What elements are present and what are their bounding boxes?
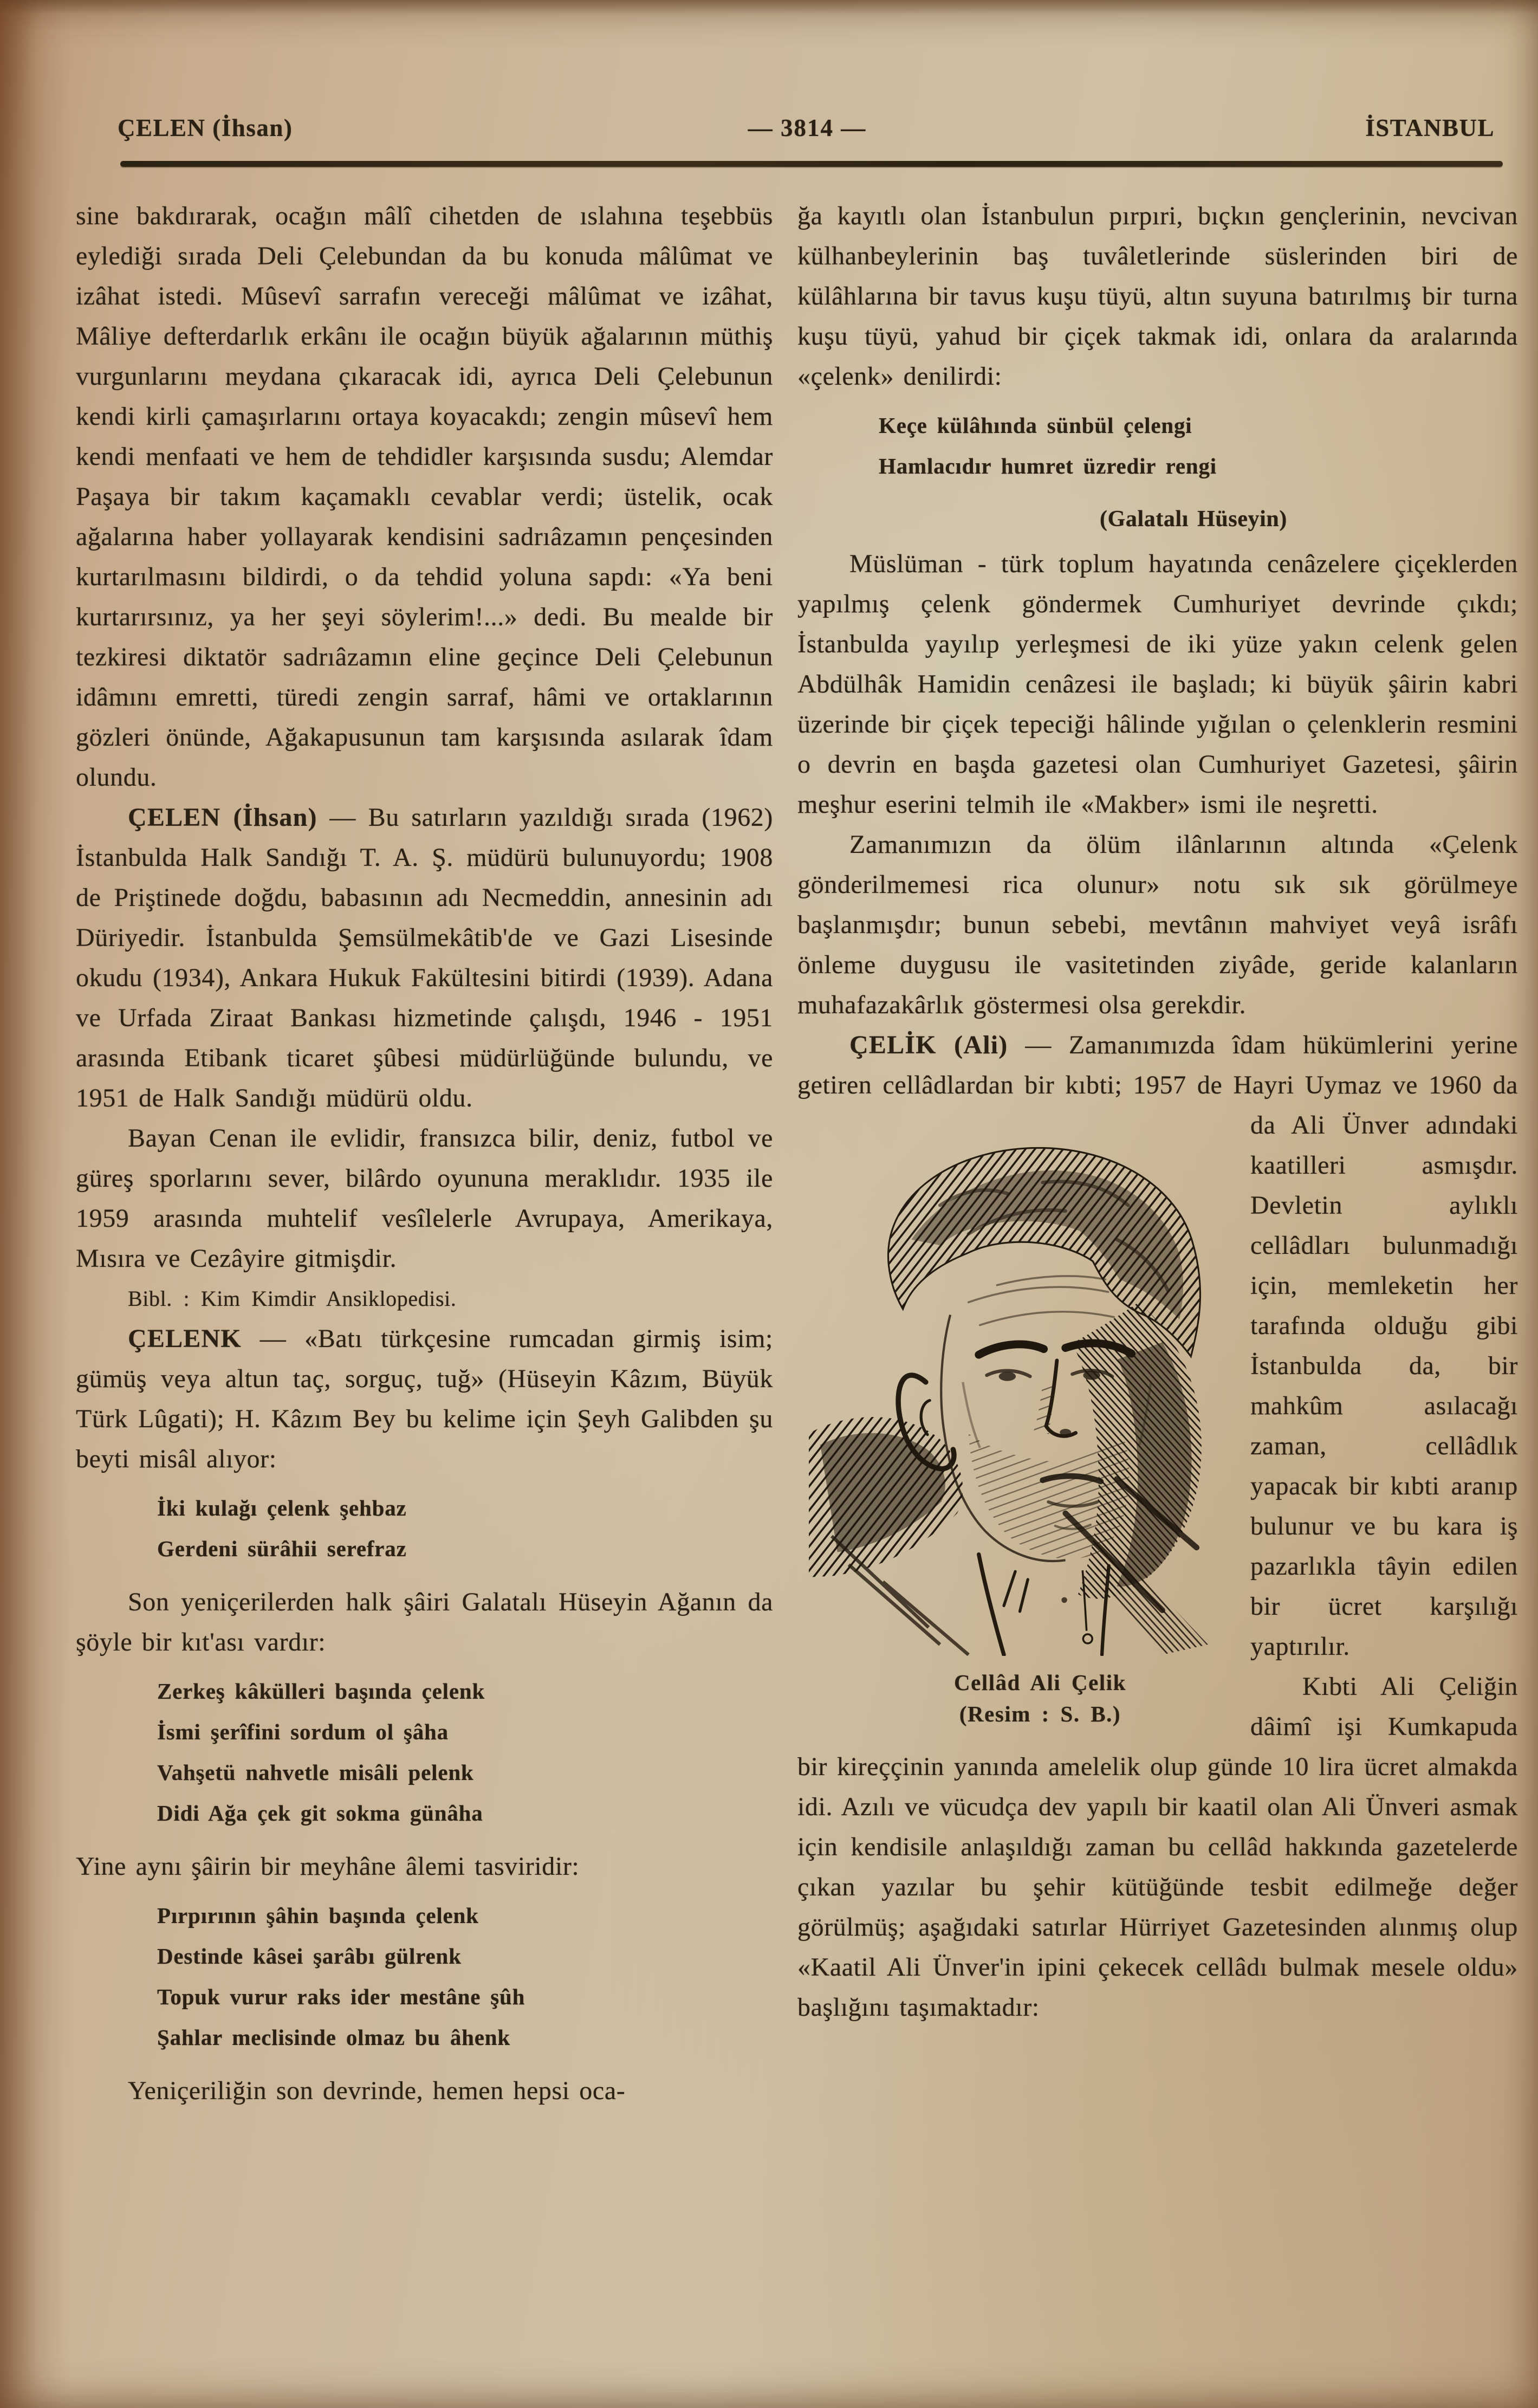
paragraph: Kıbti Ali Çeliğin dâimî işi Kumkapuda bir kireççinin yanında amelelik olup günde 10 lira ücret almakda idi. Azılı ve vücudça dev yapılı bir kaatil olan Ali Ünveri asmak için kendisile anlaşıldığı zaman bu cellâd hakkında gazetelerde çıkan yazılar bu şehir kütüğünde tesbit edilmeğe değer görülmüş; aşağıdaki satırlar Hürriyet Gazetesinden alınmış olup «Kaatil Ali Ünver'in ipini çekecek cellâdı bulmak mesele oldu» başlığını taşımaktadır: bbox=[797, 1672, 1518, 2022]
paragraph: Yine aynı şâirin bir meyhâne âlemi tasviridir: bbox=[76, 1852, 580, 1881]
verse-line: Şahlar meclisinde olmaz bu âhenk bbox=[157, 2025, 510, 2050]
paragraph: Bayan Cenan ile evlidir, fransızca bilir, deniz, futbol ve güreş sporlarını sever, bilârdo oyununa meraklıdır. 1935 ile 1959 arasında muhtelif vesîlelerle Avrupaya, Amerikaya, Mısıra ve Cezâyire gitmişdir. bbox=[76, 1124, 773, 1273]
verse-line: Vahşetü nahvetle misâli pelenk bbox=[157, 1760, 474, 1785]
right-column bbox=[797, 196, 1518, 2111]
portrait-sketch-ink-drawing bbox=[797, 1114, 1231, 1656]
paragraph: ğa kayıtlı olan İstanbulun pırpıri, bıçkın gençlerinin, nevcivan külhanbeylerinin baş tuvâletlerinde süslerinden biri de külâhlarına bir tavus kuşu tüyü, altın suyuna batırılmış bir turna kuşu tüyü, yahud bir çiçek takmak idi, onlara da aralarında «çelenk» denilirdi: bbox=[797, 202, 1518, 391]
figure-credit: (Resim : S. B.) bbox=[959, 1701, 1121, 1726]
verse-block bbox=[879, 405, 1518, 487]
verse-attribution: (Galatalı Hüseyin) bbox=[1100, 507, 1287, 532]
figure-caption: Cellâd Ali Çelik bbox=[954, 1670, 1126, 1695]
entry-headword: ÇELEN (İhsan) bbox=[128, 803, 317, 832]
verse-line: Topuk vurur raks ider mestâne şûh bbox=[157, 1984, 525, 2009]
text-columns bbox=[76, 196, 1518, 2111]
paragraph: Son yeniçerilerden halk şâiri Galatalı Hüseyin Ağanın da şöyle bir kıt'ası vardır: bbox=[76, 1588, 773, 1656]
entry-headword: ÇELİK (Ali) bbox=[849, 1031, 1008, 1059]
entry-dash: — bbox=[329, 803, 356, 832]
entry-text: Bu satırların yazıldığı sırada (1962) İstanbulda Halk Sandığı T. A. Ş. müdürü bulunuyordu; 1908 de Priştinede doğdu, babasının adı Necmeddin, annesinin adı Düriyedir. İstanbulda Şemsülmekâtib'de ve Gazi Lisesinde okudu (1934), Ankara Hukuk Fakültesini bitirdi (1939). Adana ve Urfada Ziraat Bankası hizmetinde çalışdı, 1946 - 1951 arasında Etibank ticaret şûbesi müdürlüğünde bulundu, ve 1951 de Halk Sandığı müdürü oldu. bbox=[76, 803, 773, 1112]
verse-line: Pırpırının şâhin başında çelenk bbox=[157, 1903, 479, 1928]
verse-line: Gerdeni sürâhii serefraz bbox=[157, 1536, 407, 1561]
running-header bbox=[0, 114, 1538, 163]
entry-paragraph bbox=[76, 1319, 773, 1479]
paragraph: Zamanımızın da ölüm ilânlarının altında «Çelenk gönderilmemesi rica olunur» notu sık sık görülmeye başlanmışdır; bunun sebebi, mevtânın mahviyet veyâ isrâfı önleme duygusu ile vasitetinden ziyâde, geride kalanların muhafazakârlık göstermesi olsa gerekdir. bbox=[797, 830, 1518, 1019]
entry-headword: ÇELENK bbox=[128, 1324, 242, 1353]
header-rule bbox=[120, 161, 1503, 167]
entry-dash: — bbox=[1025, 1031, 1052, 1059]
paragraph: sine bakdırarak, ocağın mâlî cihetden de ıslahına teşebbüs eylediği sırada Deli Çelebundan da bu konuda mâlûmat ve izâhat istedi. Mûsevî sarrafın vereceği mâlûmat ve izâhat, Mâliye defterdarlık erkânı ile ocağın büyük ağalarının müthiş vurgunlarını meydana çıkaracak idi, ayrıca Deli Çelebunun kendi kirli çamaşırlarını ortaya koyacakdı; zengin mûsevî hem kendi menfaati ve hem de tehdidler karşısında susdu; Alemdar Paşaya bir takım kaçamaklı cevablar verdi; üstelik, ocak ağalarına haber yollayarak kendisini sadrıâzamın pençesinden kurtarılmasını bildirdi, o da tehdid yoluna sapdı: «Ya beni kurtarırsınız, ya her şeyi söylerim!...» dedi. Bu mealde bir tezkiresi diktatör sadrıâzamın eline geçince Deli Çelebunun idâmını emretti, türedi zengin sarraf, hâmi ve ortaklarının gözleri önünde, Ağakapusunun tam karşısında asılarak îdam olundu. bbox=[76, 202, 773, 792]
running-head-entry: ÇELEN (İhsan) bbox=[118, 114, 293, 141]
verse-block bbox=[157, 1895, 773, 2058]
entry-paragraph bbox=[76, 798, 773, 1118]
figure-caption-block bbox=[797, 1667, 1231, 1730]
verse-line: Didi Ağa çek git sokma günâha bbox=[157, 1801, 483, 1826]
left-column bbox=[76, 196, 773, 2111]
verse-line: İki kulağı çelenk şehbaz bbox=[157, 1496, 407, 1520]
verse-line: İsmi şerîfini sordum ol şâha bbox=[157, 1719, 449, 1744]
verse-line: Zerkeş kâkülleri başında çelenk bbox=[157, 1679, 485, 1704]
entry-text: «Batı türkçesine rumcadan girmiş isim; gümüş veya altun taç, sorguç, tuğ» (Hüseyin Kâzım, Büyük Türk Lûgati); H. Kâzım Bey bu kelime için Şeyh Galibden şu beyti misâl alıyor: bbox=[76, 1324, 773, 1473]
verse-line: Destinde kâsei şarâbı gülrenk bbox=[157, 1944, 462, 1969]
bibliography-line: Bibl. : Kim Kimdir Ansiklopedisi. bbox=[128, 1286, 457, 1311]
entry-text-rest: de Hayri Uymaz ve 1960 da da Ali Ünver adındaki kaatilleri asmışdır. Devletin aylıklı cellâdları bulunmadığı için, memleketin her tarafında olduğu gibi İstanbulda da, bir mahkûm asılacağı zaman, cellâdlık yapacak bir kıbti aranıp bulunur ve bu kara iş pazarlıkla tâyin edilen bir ücret karşılığı yaptırılır. bbox=[1197, 1071, 1518, 1661]
portrait-figure bbox=[797, 1114, 1231, 1730]
page-number: — 3814 — bbox=[748, 114, 867, 141]
entry-text-lead: Zamanımızda îdam hükümlerini yerine getiren cellâdlardan bir kıbti; 1957 bbox=[797, 1031, 1518, 1099]
entry-dash: — bbox=[259, 1324, 287, 1353]
entry-paragraph-with-figure bbox=[797, 1025, 1518, 1726]
running-head-title: İSTANBUL bbox=[1365, 114, 1495, 141]
verse-line: Hamlacıdır humret üzredir rengi bbox=[879, 454, 1217, 478]
verse-line: Keçe külâhında sünbül çelengi bbox=[879, 413, 1192, 438]
verse-block bbox=[157, 1488, 773, 1569]
paragraph: Müslüman - türk toplum hayatında cenâzelere çiçeklerden yapılmış çelenk göndermek Cumhuriyet devrinde çıkdı; İstanbulda yayılıp yerleşmesi de iki yüze yakın celenk gelen Abdülhâk Hamidin cenâzesi ile başladı; ki büyük şâirin kabri üzerinde bir çiçek tepeciği hâlinde yığılan o çelenklerin resmini o devrin en başda gazetesi olan Cumhuriyet Gazetesi, şâirin meşhur eserini telmih ile «Makber» ismi ile neşretti. bbox=[797, 549, 1518, 819]
paragraph: Yeniçeriliğin son devrinde, hemen hepsi oca- bbox=[128, 2076, 626, 2105]
verse-block bbox=[157, 1671, 773, 1834]
